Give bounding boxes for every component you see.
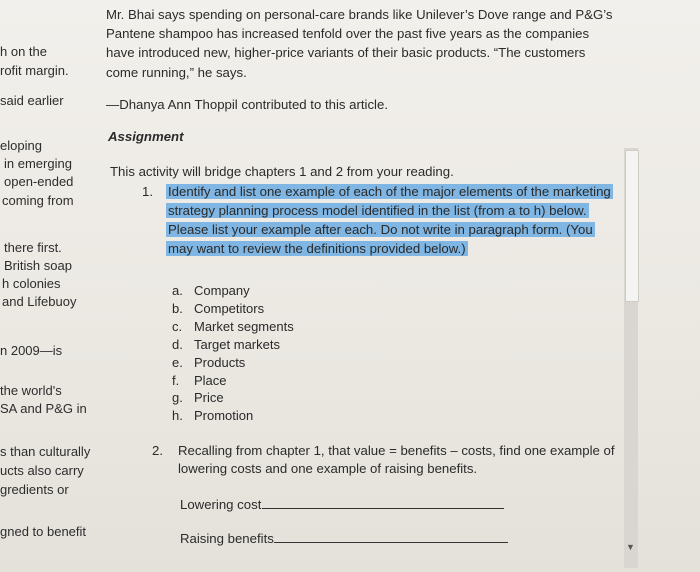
intro-line: come running,” he says.: [106, 65, 247, 80]
lowering-cost-answer-line[interactable]: [262, 508, 504, 509]
scroll-down-arrow-icon[interactable]: ▼: [626, 542, 635, 552]
list-letter: g.: [172, 390, 183, 405]
element-list-item: [172, 283, 250, 298]
question-1-highlighted-text[interactable]: [166, 183, 624, 200]
question-1-highlighted-text[interactable]: [166, 202, 624, 219]
element-list-item: [172, 301, 264, 316]
article-credit: —Dhanya Ann Thoppil contributed to this article.: [106, 97, 388, 112]
raising-benefits-label: Raising benefits: [180, 531, 274, 546]
raising-benefits-answer-line[interactable]: [274, 542, 508, 543]
q1-line: Please list your example after each. Do not write in paragraph form. (You: [168, 222, 593, 237]
element-list-item: [172, 355, 245, 370]
lowering-cost-label: Lowering cost: [180, 497, 262, 512]
left-column-fragments: [0, 0, 100, 572]
intro-line: have introduced new, higher-price variants of their basic products. “The customers: [106, 45, 586, 60]
question-1-highlighted-text[interactable]: [166, 221, 624, 238]
element-list-item: [172, 408, 253, 423]
question-2-line: Recalling from chapter 1, that value = benefits – costs, find one example of: [178, 443, 615, 458]
element-list-item: [172, 337, 280, 352]
list-letter: d.: [172, 337, 183, 352]
left-fragment: ucts also carry: [0, 463, 84, 478]
intro-line: Pantene shampoo has increased tenfold over the past five years as the companies: [106, 26, 590, 41]
list-label: Market segments: [194, 319, 294, 334]
left-fragment: and Lifebuoy: [2, 294, 77, 309]
list-label: Products: [194, 355, 246, 370]
left-fragment: SA and P&G in: [0, 401, 87, 416]
left-fragment: eloping: [0, 138, 42, 153]
list-letter: h.: [172, 408, 183, 423]
left-fragment: h colonies: [2, 276, 61, 291]
question-2-line: lowering costs and one example of raising benefits.: [178, 461, 478, 476]
list-letter: f.: [172, 373, 180, 388]
left-fragment: rofit margin.: [0, 63, 69, 78]
left-fragment: h on the: [0, 44, 47, 59]
left-fragment: said earlier: [0, 93, 64, 108]
question-1-number: 1.: [142, 184, 153, 199]
list-letter: c.: [172, 319, 183, 334]
element-list-item: [172, 373, 227, 388]
element-list-item: [172, 319, 294, 334]
left-fragment: there first.: [4, 240, 62, 255]
left-fragment: the world's: [0, 383, 62, 398]
list-label: Company: [194, 283, 250, 298]
list-letter: b.: [172, 301, 183, 316]
element-list-item: [172, 390, 224, 405]
list-letter: e.: [172, 355, 183, 370]
q1-line: may want to review the definitions provided below.): [168, 241, 466, 256]
list-label: Price: [194, 390, 224, 405]
left-fragment: in emerging: [4, 156, 72, 171]
question-1-highlighted-text[interactable]: [166, 240, 624, 257]
intro-line: Mr. Bhai says spending on personal-care brands like Unilever’s Dove range and P&G’s: [106, 7, 613, 22]
q1-line: strategy planning process model identified in the list (from a to h) below.: [168, 203, 587, 218]
left-fragment: open-ended: [4, 174, 74, 189]
list-label: Competitors: [194, 301, 265, 316]
left-fragment: n 2009—is: [0, 343, 63, 358]
scrollbar-thumb[interactable]: [625, 150, 639, 302]
left-fragment: British soap: [4, 258, 72, 273]
activity-intro: This activity will bridge chapters 1 and 2 from your reading.: [110, 164, 454, 179]
list-letter: a.: [172, 283, 183, 298]
assignment-heading: Assignment: [108, 129, 184, 144]
question-2-number: 2.: [152, 443, 163, 458]
left-fragment: s than culturally: [0, 444, 91, 459]
left-fragment: coming from: [2, 193, 74, 208]
list-label: Target markets: [194, 337, 280, 352]
list-label: Promotion: [194, 408, 254, 423]
left-fragment: gredients or: [0, 482, 69, 497]
list-label: Place: [194, 373, 227, 388]
left-fragment: gned to benefit: [0, 524, 87, 539]
q1-line: Identify and list one example of each of the major elements of the marketing: [168, 184, 611, 199]
